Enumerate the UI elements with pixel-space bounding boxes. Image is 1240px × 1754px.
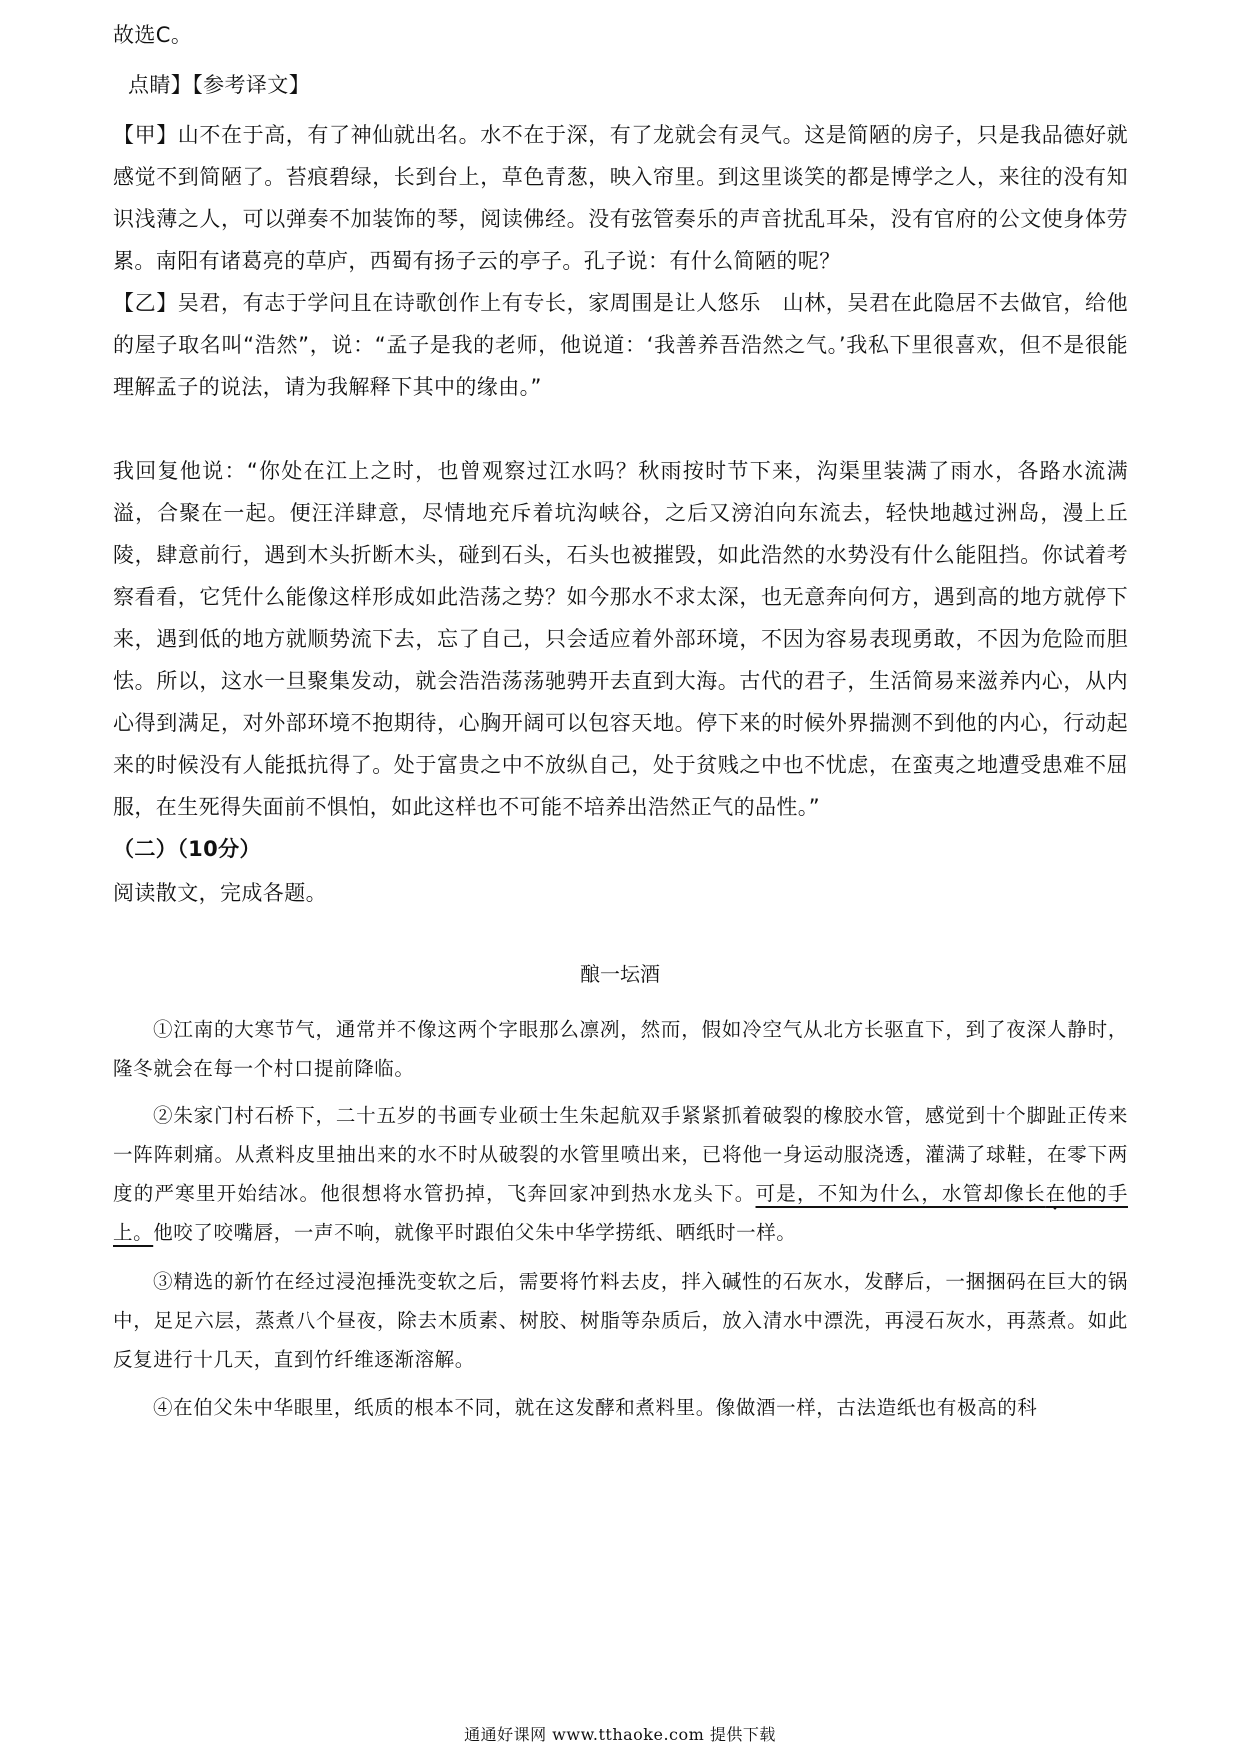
essay-paragraph-3: ③精选的新竹在经过浸泡捶洗变软之后，需要将竹料去皮，拌入碱性的石灰水，发酵后，一捆捆码在巨大的锅中，足足六层，蒸煮八个昼夜，除去木质素、树胶、树脂等杂质后，放入清水中漂洗，再浸石灰水，再蒸煮。如此反复进行十几天，直到竹纤维逐渐溶解。 (113, 1270, 1128, 1371)
emphasis-dotted-character: 长 (1024, 1182, 1046, 1205)
essay-paragraph-2 (113, 1096, 1128, 1252)
underlined-sentence-part-2: 在他的手上。 (113, 1182, 1128, 1244)
essay-paragraph-2-text-b: 他咬了咬嘴唇，一声不响，就像平时跟伯父朱中华学捞纸、晒纸时一样。 (153, 1221, 797, 1244)
essay-paragraph-1: ①江南的大寒节气，通常并不像这两个字眼那么凛冽，然而，假如冷空气从北方长驱直下，到了夜深人静时，隆冬就会在每一个村口提前降临。 (113, 1018, 1128, 1080)
section-instruction: 阅读散文，完成各题。 (113, 881, 327, 905)
page-footer: 通通好课网 www.tthaoke.com 提供下载 (464, 1725, 776, 1744)
underlined-sentence-part-1: 可是，不知为什么，水管却像 (755, 1182, 1025, 1205)
translation-paragraph-yi-1: 【乙】吴君，有志于学问且在诗歌创作上有专长，家周围是让人悠乐 山林，吴君在此隐居不去做官，给他的屋子取名叫“浩然”，说：“孟子是我的老师，他说道：‘我善养吾浩然之气。’我私下里很喜欢，但不是很能理解孟子的说法，请为我解释下其中的缘由。” (113, 291, 1128, 399)
translation-paragraph-jia: 【甲】山不在于高，有了神仙就出名。水不在于深，有了龙就会有灵气。这是简陋的房子，只是我品德好就感觉不到简陋了。苔痕碧绿，长到台上，草色青葱，映入帘里。到这里谈笑的都是博学之人，来往的没有知识浅薄之人，可以弹奏不加装饰的琴，阅读佛经。没有弦管奏乐的声音扰乱耳朵，没有官府的公文使身体劳累。南阳有诸葛亮的草庐，西蜀有扬子云的亭子。孔子说：有什么简陋的呢？ (113, 123, 1128, 273)
essay-paragraph-2-text-a: ②朱家门村石桥下，二十五岁的书画专业硕士生朱起航双手紧紧抓着破裂的橡胶水管，感觉到十个脚趾正传来一阵阵刺痛。从煮料皮里抽出来的水不时从破裂的水管里喷出来，已将他一身运动服浇透，灌满了球鞋，在零下两度的严寒里开始结冰。他很想将水管扔掉，飞奔回家冲到热水龙头下。 (113, 1104, 1128, 1205)
section-heading: （二）（10分） (113, 837, 261, 861)
answer-line: 故选C。 (113, 23, 193, 47)
essay-paragraph-4: ④在伯父朱中华眼里，纸质的根本不同，就在这发酵和煮料里。像做酒一样，古法造纸也有极高的科 (153, 1396, 1038, 1419)
translation-paragraph-yi-2: 我回复他说：“你处在江上之时，也曾观察过江水吗？秋雨按时节下来，沟渠里装满了雨水，各路水流满溢，合聚在一起。便汪洋肆意，尽情地充斥着坑沟峡谷，之后又滂泊向东流去，轻快地越过洲岛，漫上丘陵，肆意前行，遇到木头折断木头，碰到石头，石头也被摧毁，如此浩然的水势没有什么能阻挡。你试着考察看看，它凭什么能像这样形成如此浩荡之势？如今那水不求太深，也无意奔向何方，遇到高的地方就停下来，遇到低的地方就顺势流下去，忘了自己，只会适应着外部环境，不因为容易表现勇敢，不因为危险而胆怯。所以，这水一旦聚集发动，就会浩浩荡荡驰骋开去直到大海。古代的君子，生活简易来滋养内心，从内心得到满足，对外部环境不抱期待，心胸开阔可以包容天地。停下来的时候外界揣测不到他的内心，行动起来的时候没有人能抵抗得了。处于富贵之中不放纵自己，处于贫贱之中也不忧虑，在蛮夷之地遭受患难不屈服，在生死得失面前不惧怕，如此这样也不可能不培养出浩然正气的品性。” (113, 459, 1128, 819)
essay-title: 酿一坛酒 (580, 962, 660, 986)
reference-translation-label: 点睛】【参考译文】 (128, 73, 311, 97)
